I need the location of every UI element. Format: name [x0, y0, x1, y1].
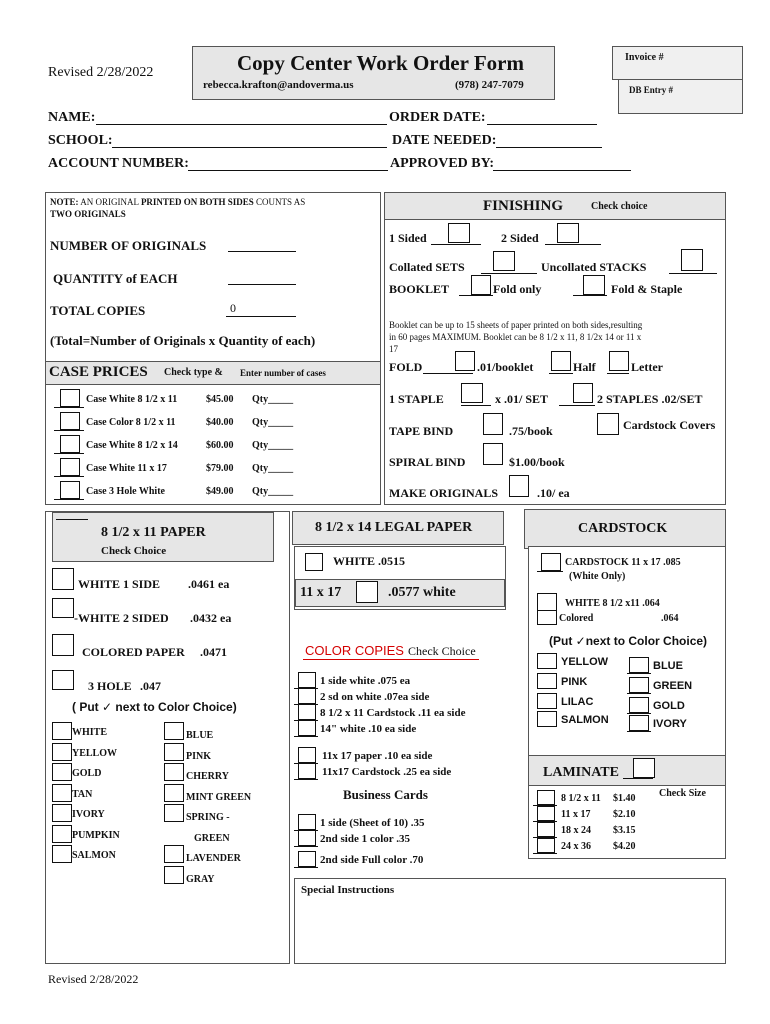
- cardstock-color-checkbox[interactable]: [537, 693, 557, 709]
- cardstock-header: [524, 509, 726, 549]
- qty-each-label: QUANTITY of EACH: [53, 271, 178, 286]
- laminate-size-checkbox[interactable]: [537, 790, 555, 805]
- booklet-note-2: in 60 pages MAXIMUM. Booklet can be 8 1/2 x 11, 8 1/2x 14 or 11 x: [389, 332, 642, 342]
- color-copy-checkbox[interactable]: [298, 720, 316, 736]
- case-qty: Qty_____: [252, 440, 294, 451]
- tape-bind-checkbox[interactable]: [483, 413, 503, 435]
- name-line[interactable]: [96, 124, 387, 125]
- laminate-size-label: 8 1/2 x 11: [561, 793, 601, 804]
- half-line: [549, 373, 573, 374]
- business-card-label: 2nd side 1 color .35: [320, 833, 410, 845]
- paper-color-label: LAVENDER: [186, 853, 241, 864]
- total-copies-value: 0: [230, 301, 236, 315]
- fold-checkbox[interactable]: [455, 351, 475, 371]
- color-copies-underline: [303, 659, 479, 660]
- laminate-size-checkbox[interactable]: [537, 838, 555, 853]
- case-label: Case White 8 1/2 x 11: [86, 394, 178, 405]
- collated-checkbox[interactable]: [493, 251, 515, 271]
- num-originals-label: NUMBER OF ORIGINALS: [50, 238, 207, 253]
- form-title: Copy Center Work Order Form: [237, 51, 524, 75]
- paper-color-label: WHITE: [72, 727, 108, 738]
- one-staple-label: 1 STAPLE: [389, 392, 444, 406]
- uncollated-checkbox[interactable]: [681, 249, 703, 271]
- paper-color-label: GOLD: [72, 768, 102, 779]
- title-box: [192, 46, 555, 100]
- cardstock-color-checkbox[interactable]: [629, 677, 649, 693]
- paper-color-label: MINT GREEN: [186, 791, 252, 803]
- case-checkbox[interactable]: [60, 435, 80, 453]
- formula-text: (Total=Number of Originals x Quantity of each): [50, 333, 316, 348]
- special-instructions-field[interactable]: [294, 878, 726, 964]
- case-line: [54, 499, 84, 500]
- uncollated-line: [669, 273, 717, 274]
- invoice-label: Invoice #: [625, 52, 664, 63]
- approved-by-line[interactable]: [493, 170, 631, 171]
- laminate-header: [528, 755, 726, 787]
- school-line[interactable]: [112, 147, 387, 148]
- one-staple-price: x .01/ SET: [495, 392, 549, 406]
- laminate-size-price: $4.20: [613, 841, 636, 852]
- laminate-size-checkbox[interactable]: [537, 806, 555, 821]
- tape-bind-price: .75/book: [509, 424, 553, 438]
- case-prices-title: CASE PRICES: [49, 364, 148, 380]
- color-copy-line: [294, 736, 318, 737]
- spiral-bind-label: SPIRAL BIND: [389, 455, 466, 469]
- cardstock-color-checkbox[interactable]: [537, 711, 557, 727]
- case-label: Case 3 Hole White: [86, 486, 165, 497]
- revised-top: Revised 2/28/2022: [48, 65, 154, 80]
- case-line: [54, 407, 84, 408]
- case-line: [54, 453, 84, 454]
- cardstock-colored-label: Colored: [559, 613, 594, 624]
- paper-8511-subtitle: Check Choice: [101, 545, 167, 557]
- color-copy-checkbox[interactable]: [298, 763, 316, 779]
- two-sided-line: [545, 244, 601, 245]
- two-staples-label: 2 STAPLES .02/SET: [597, 392, 703, 406]
- cardstock-white-only: (White Only): [569, 571, 626, 582]
- one-sided-checkbox[interactable]: [448, 223, 470, 243]
- date-needed-line[interactable]: [496, 147, 602, 148]
- laminate-size-price: $3.15: [613, 825, 636, 836]
- one-staple-line: [461, 405, 491, 406]
- paper-color-label: GRAY: [186, 873, 215, 885]
- white-2-sided-label: -WHITE 2 SIDED: [74, 611, 169, 625]
- tabloid-checkbox[interactable]: [356, 581, 378, 603]
- booklet-note-3: 17: [389, 344, 398, 354]
- color-copies-title: COLOR COPIES: [305, 643, 404, 658]
- order-date-line[interactable]: [487, 124, 597, 125]
- tabloid-row: [295, 579, 505, 607]
- cardstock-covers-checkbox[interactable]: [597, 413, 619, 435]
- uncollated-label: Uncollated STACKS: [541, 260, 647, 274]
- colored-paper-price: .0471: [200, 645, 227, 659]
- cardstock-tabloid-checkbox[interactable]: [541, 553, 561, 571]
- laminate-box: [528, 785, 726, 859]
- db-entry-label: DB Entry #: [629, 85, 674, 95]
- case-checkbox[interactable]: [60, 481, 80, 499]
- paper-color-checkbox[interactable]: [164, 763, 184, 781]
- originals-box: [45, 192, 381, 505]
- paper-color-label: IVORY: [72, 809, 105, 820]
- three-hole-price: .047: [140, 679, 161, 693]
- case-price: $60.00: [206, 440, 234, 451]
- case-qty: Qty_____: [252, 463, 294, 474]
- cardstock-color-line: [627, 731, 651, 732]
- one-sided-line: [431, 244, 481, 245]
- finishing-header: [384, 192, 726, 220]
- total-copies-field[interactable]: [226, 316, 296, 317]
- paper-color-label: PUMPKIN: [72, 829, 120, 841]
- case-checkbox[interactable]: [60, 389, 80, 407]
- cardstock-color-checkbox[interactable]: [537, 653, 557, 669]
- case-checkbox[interactable]: [60, 412, 80, 430]
- cardstock-color-checkbox[interactable]: [537, 673, 557, 689]
- white-1-side-price: .0461 ea: [188, 577, 230, 591]
- color-copy-checkbox[interactable]: [298, 672, 316, 688]
- cardstock-color-label: SALMON: [561, 714, 609, 726]
- total-copies-label: TOTAL COPIES: [50, 303, 146, 318]
- paper-8511-header: [52, 512, 274, 562]
- cardstock-color-label: IVORY: [653, 718, 687, 730]
- three-hole-checkbox[interactable]: [52, 670, 74, 690]
- paper-8511-header-line: [56, 519, 88, 520]
- name-label: NAME:: [48, 110, 96, 125]
- case-checkbox[interactable]: [60, 458, 80, 476]
- cardstock-put-color: (Put ✓next to Color Choice): [549, 634, 708, 648]
- contact-email: rebecca.krafton@andoverma.us: [203, 79, 354, 91]
- one-staple-checkbox[interactable]: [461, 383, 483, 403]
- laminate-line: [623, 778, 653, 779]
- case-label: Case White 11 x 17: [86, 463, 167, 474]
- business-card-label: 1 side (Sheet of 10) .35: [320, 817, 425, 829]
- fold-staple-label: Fold & Staple: [611, 282, 683, 296]
- laminate-size-checkbox[interactable]: [537, 822, 555, 837]
- two-staple-line: [559, 405, 595, 406]
- case-qty: Qty_____: [252, 417, 294, 428]
- spiral-bind-price: $1.00/book: [509, 455, 565, 469]
- color-copy-label: 1 side white .075 ea: [320, 675, 411, 687]
- booklet-note-1: Booklet can be up to 15 sheets of paper printed on both sides,resulting: [389, 320, 643, 330]
- color-copy-label: 14" white .10 ea side: [320, 723, 417, 735]
- cardstock-covers-label: Cardstock Covers: [623, 418, 716, 432]
- half-checkbox[interactable]: [551, 351, 571, 371]
- legal-white-checkbox[interactable]: [305, 553, 323, 571]
- colored-paper-label: COLORED PAPER: [82, 645, 185, 659]
- letter-checkbox[interactable]: [609, 351, 629, 371]
- cardstock-color-label: PINK: [561, 676, 588, 688]
- date-needed-label: DATE NEEDED:: [392, 133, 497, 148]
- three-hole-label: 3 HOLE: [88, 679, 132, 693]
- laminate-size-line: [533, 853, 557, 854]
- paper-color-checkbox[interactable]: [164, 845, 184, 863]
- paper-color-checkbox[interactable]: [164, 743, 184, 761]
- business-card-checkbox[interactable]: [298, 851, 316, 867]
- paper-color-label: CHERRY: [186, 771, 229, 782]
- legal-white-label: WHITE .0515: [333, 554, 406, 568]
- laminate-size-label: 24 x 36: [561, 841, 591, 852]
- white-1-side-checkbox[interactable]: [52, 568, 74, 590]
- tabloid-price: .0577 white: [388, 585, 456, 600]
- paper-color-label: PINK: [186, 750, 211, 762]
- school-label: SCHOOL:: [48, 133, 113, 148]
- color-copy-label: 8 1/2 x 11 Cardstock .11 ea side: [320, 707, 466, 719]
- cardstock-color-label: YELLOW: [561, 656, 609, 668]
- cardstock-box: [528, 546, 726, 758]
- fold-label: FOLD: [389, 360, 423, 374]
- booklet-line: [459, 295, 493, 296]
- fold-only-label: Fold only: [493, 282, 542, 296]
- legal-title: 8 1/2 x 14 LEGAL PAPER: [315, 520, 473, 535]
- white-2-sided-checkbox[interactable]: [52, 598, 74, 618]
- paper-color-label: GREEN: [194, 832, 230, 844]
- make-originals-label: MAKE ORIGINALS: [389, 486, 499, 500]
- paper-color-checkbox[interactable]: [164, 866, 184, 884]
- revised-footer: Revised 2/28/2022: [48, 972, 139, 986]
- color-copy-label: 2 sd on white .07ea side: [320, 691, 430, 703]
- paper-color-checkbox[interactable]: [52, 804, 72, 822]
- cardstock-color-label: GREEN: [653, 680, 693, 692]
- qty-each-field[interactable]: [228, 284, 296, 285]
- case-qty: Qty_____: [252, 486, 294, 497]
- paper-color-checkbox[interactable]: [52, 763, 72, 781]
- business-card-checkbox[interactable]: [298, 814, 316, 830]
- case-prices-instruction: Check type &: [164, 367, 223, 378]
- collated-label: Collated SETS: [389, 260, 465, 274]
- paper-color-label: SALMON: [72, 850, 116, 861]
- tape-bind-label: TAPE BIND: [389, 424, 454, 438]
- paper-color-checkbox[interactable]: [52, 825, 72, 843]
- two-staples-checkbox[interactable]: [573, 383, 593, 403]
- two-sided-label: 2 Sided: [501, 231, 539, 245]
- paper-color-checkbox[interactable]: [52, 845, 72, 863]
- paper-8511-title: 8 1/2 x 11 PAPER: [101, 525, 206, 540]
- legal-box: [294, 546, 506, 610]
- case-price: $49.00: [206, 486, 234, 497]
- paper-color-label: SPRING -: [186, 812, 230, 823]
- cardstock-color-checkbox[interactable]: [629, 697, 649, 713]
- cardstock-color-line: [627, 693, 651, 694]
- spiral-bind-checkbox[interactable]: [483, 443, 503, 465]
- fold-staple-checkbox[interactable]: [583, 275, 605, 295]
- cardstock-white-label: WHITE 8 1/2 x11 .064: [565, 598, 660, 609]
- invoice-field[interactable]: [612, 46, 743, 80]
- paper-color-label: TAN: [72, 788, 93, 800]
- fold-only-checkbox[interactable]: [471, 275, 491, 295]
- color-copy-line: [294, 779, 318, 780]
- cardstock-color-line: [627, 673, 651, 674]
- case-price: $79.00: [206, 463, 234, 474]
- letter-line: [607, 373, 629, 374]
- two-sided-checkbox[interactable]: [557, 223, 579, 243]
- color-copy-label: 11x17 Cardstock .25 ea side: [322, 766, 452, 778]
- laminate-size-label: 18 x 24: [561, 825, 591, 836]
- colored-paper-checkbox[interactable]: [52, 634, 74, 656]
- color-copies-check: Check Choice: [408, 644, 476, 658]
- account-label: ACCOUNT NUMBER:: [48, 156, 189, 171]
- cardstock-title: CARDSTOCK: [578, 521, 668, 536]
- special-instructions-label: Special Instructions: [301, 884, 395, 896]
- paper-8511-box: [45, 511, 290, 964]
- color-copy-checkbox[interactable]: [298, 688, 316, 704]
- booklet-label: BOOKLET: [389, 282, 450, 296]
- num-originals-field[interactable]: [228, 251, 296, 252]
- business-card-label: 2nd side Full color .70: [320, 854, 424, 866]
- tabloid-label: 11 x 17: [300, 585, 342, 600]
- cardstock-color-label: LILAC: [561, 696, 594, 708]
- cardstock-tabloid-label: CARDSTOCK 11 x 17 .085: [565, 557, 681, 568]
- case-prices-instruction-2: Enter number of cases: [240, 368, 326, 378]
- color-copy-checkbox[interactable]: [298, 704, 316, 720]
- fold-staple-line: [573, 295, 607, 296]
- paper-color-label: BLUE: [186, 730, 214, 741]
- paper-color-checkbox[interactable]: [164, 722, 184, 740]
- case-line: [54, 430, 84, 431]
- business-cards-title: Business Cards: [343, 787, 428, 802]
- note-text: NOTE: AN ORIGINAL PRINTED ON BOTH SIDES COUNTS AS: [50, 197, 306, 207]
- put-color-note: ( Put ✓ next to Color Choice): [72, 700, 237, 714]
- white-1-side-label: WHITE 1 SIDE: [78, 577, 161, 591]
- cardstock-white-checkbox[interactable]: [537, 593, 557, 611]
- letter-label: Letter: [631, 360, 663, 374]
- case-label: Case Color 8 1/2 x 11: [86, 417, 176, 428]
- cardstock-color-label: BLUE: [653, 660, 683, 672]
- contact-phone: (978) 247-7079: [455, 79, 524, 91]
- business-card-checkbox[interactable]: [298, 830, 316, 846]
- half-label: Half: [573, 360, 596, 374]
- paper-color-checkbox[interactable]: [164, 784, 184, 802]
- collated-line: [481, 273, 537, 274]
- case-qty: Qty_____: [252, 394, 294, 405]
- order-date-label: ORDER DATE:: [389, 110, 486, 125]
- color-copy-checkbox[interactable]: [298, 747, 316, 763]
- paper-color-checkbox[interactable]: [52, 784, 72, 802]
- case-prices-header: [45, 361, 381, 385]
- cardstock-color-line: [627, 713, 651, 714]
- laminate-size-label: 11 x 17: [561, 809, 591, 820]
- make-originals-price: .10/ ea: [537, 486, 570, 500]
- color-copy-label: 11x 17 paper .10 ea side: [322, 750, 433, 762]
- cardstock-tabloid-line: [537, 571, 563, 572]
- laminate-size-price: $1.40: [613, 793, 636, 804]
- laminate-title: LAMINATE: [543, 765, 619, 780]
- finishing-title: FINISHING: [483, 198, 564, 214]
- business-card-line: [294, 846, 318, 847]
- approved-by-label: APPROVED BY:: [390, 156, 495, 171]
- laminate-checkbox[interactable]: [633, 758, 655, 778]
- paper-color-checkbox[interactable]: [52, 743, 72, 761]
- finishing-check: Check choice: [591, 201, 648, 212]
- laminate-check-size: Check Size: [659, 788, 706, 799]
- case-line: [54, 476, 84, 477]
- cardstock-colored-price: .064: [661, 613, 679, 624]
- db-entry-field[interactable]: [618, 79, 743, 114]
- business-card-line: [294, 867, 318, 868]
- paper-color-label: YELLOW: [72, 747, 118, 759]
- cardstock-color-label: GOLD: [653, 700, 685, 712]
- cardstock-colored-checkbox[interactable]: [537, 611, 557, 625]
- legal-header: [292, 511, 504, 545]
- one-sided-label: 1 Sided: [389, 231, 427, 245]
- cardstock-color-checkbox[interactable]: [629, 715, 649, 731]
- case-label: Case White 8 1/2 x 14: [86, 440, 178, 451]
- paper-color-checkbox[interactable]: [164, 804, 184, 822]
- finishing-box: [384, 192, 726, 505]
- laminate-size-price: $2.10: [613, 809, 636, 820]
- case-price: $40.00: [206, 417, 234, 428]
- paper-color-checkbox[interactable]: [52, 722, 72, 740]
- make-originals-checkbox[interactable]: [509, 475, 529, 497]
- note-text-2: TWO ORIGINALS: [50, 209, 126, 219]
- cardstock-color-checkbox[interactable]: [629, 657, 649, 673]
- white-2-sided-price: .0432 ea: [190, 611, 232, 625]
- account-line[interactable]: [188, 170, 388, 171]
- fold-price: .01/booklet: [477, 360, 534, 374]
- case-price: $45.00: [206, 394, 234, 405]
- fold-line: [423, 373, 473, 374]
